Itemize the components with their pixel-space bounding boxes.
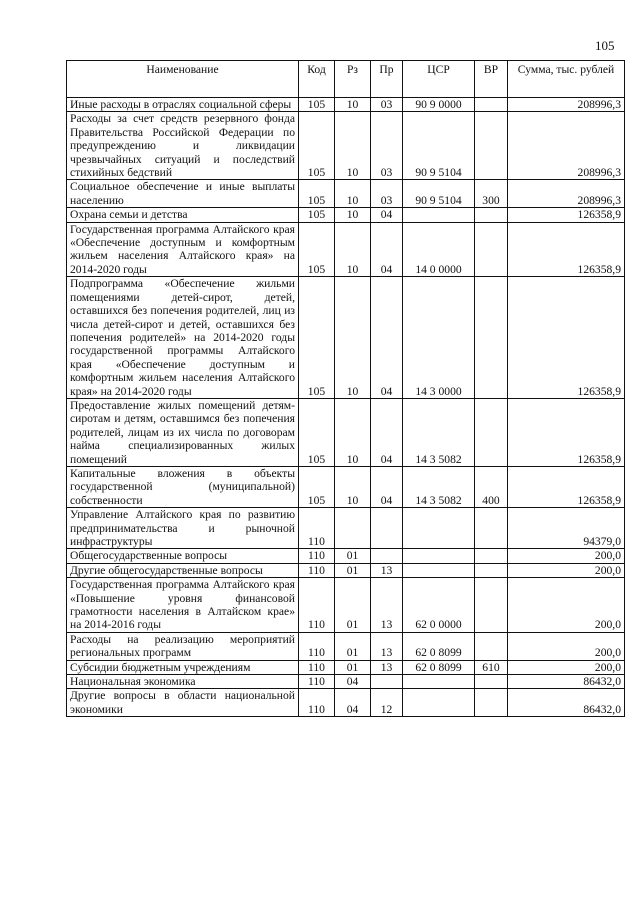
cell-csr: 14 0 0000 [403,222,475,277]
cell-rz: 01 [335,563,371,577]
cell-vr: 610 [475,660,508,674]
cell-rz: 01 [335,660,371,674]
cell-code: 110 [299,578,335,633]
header-vr: ВР [475,61,508,98]
cell-rz: 04 [335,689,371,717]
cell-pr: 04 [371,208,403,222]
cell-code: 105 [299,398,335,466]
cell-csr [403,549,475,563]
cell-csr: 14 3 5082 [403,398,475,466]
cell-pr: 13 [371,660,403,674]
cell-rz: 01 [335,549,371,563]
table-row [67,277,625,399]
cell-csr: 14 3 0000 [403,277,475,399]
cell-name: Государственная программа Алтайского края «Обеспечение доступным и комфортным жильем населения Алтайского края» на 2014-2020 годы [67,222,299,277]
cell-sum: 126358,9 [508,208,625,222]
table-row [67,180,625,208]
cell-sum: 86432,0 [508,675,625,689]
table-row [67,98,625,112]
cell-name: Управление Алтайского края по развитию предпринимательства и рыночной инфраструктуры [67,508,299,549]
cell-code: 110 [299,563,335,577]
cell-rz [335,508,371,549]
cell-name: Национальная экономика [67,675,299,689]
cell-pr: 04 [371,222,403,277]
cell-pr: 13 [371,578,403,633]
cell-pr: 03 [371,112,403,180]
cell-code: 105 [299,222,335,277]
cell-pr: 04 [371,277,403,399]
cell-vr [475,98,508,112]
cell-sum: 86432,0 [508,689,625,717]
cell-pr: 03 [371,180,403,208]
cell-rz: 10 [335,466,371,507]
cell-vr [475,222,508,277]
cell-rz: 10 [335,112,371,180]
table-row [67,112,625,180]
header-pr: Пр [371,61,403,98]
cell-vr [475,578,508,633]
cell-sum: 208996,3 [508,180,625,208]
cell-name: Подпрограмма «Обеспечение жильми помещениями детей-сирот, детей, оставшихся без попечения родителей, лиц из числа детей-сирот и детей, оставшихся без попечения родителей» на 2014-2020 годы государственной программы Алтайского края «Обеспечение доступным и комфортным жильем населения Алтайского края» на 2014-2020 годы [67,277,299,399]
table-row [67,208,625,222]
cell-sum: 200,0 [508,549,625,563]
cell-name: Охрана семьи и детства [67,208,299,222]
cell-name: Капитальные вложения в объекты государственной (муниципальной) собственности [67,466,299,507]
cell-code: 105 [299,112,335,180]
cell-rz: 10 [335,208,371,222]
table-row [67,549,625,563]
cell-sum: 126358,9 [508,222,625,277]
cell-pr: 12 [371,689,403,717]
table-row [67,660,625,674]
cell-vr [475,208,508,222]
cell-csr: 62 0 8099 [403,632,475,660]
cell-csr: 90 9 5104 [403,180,475,208]
cell-vr: 300 [475,180,508,208]
cell-csr [403,675,475,689]
cell-name: Предоставление жилых помещений детям-сиротам и детям, оставшимся без попечения родителей, лицам из их числа по договорам найма специализированных жилых помещений [67,398,299,466]
cell-csr: 90 9 5104 [403,112,475,180]
table-row [67,689,625,717]
cell-vr [475,277,508,399]
cell-sum: 208996,3 [508,98,625,112]
table-row [67,632,625,660]
cell-code: 105 [299,466,335,507]
cell-rz: 10 [335,98,371,112]
cell-rz: 04 [335,675,371,689]
cell-code: 105 [299,180,335,208]
cell-pr: 04 [371,466,403,507]
cell-name: Другие вопросы в области национальной экономики [67,689,299,717]
cell-name: Расходы за счет средств резервного фонда Правительства Российской Федерации по предупреждению и ликвидации чрезвычайных ситуаций и последствий стихийных бедствий [67,112,299,180]
cell-code: 105 [299,277,335,399]
cell-code: 105 [299,98,335,112]
cell-code: 110 [299,549,335,563]
table-row [67,466,625,507]
table-row [67,222,625,277]
cell-csr: 62 0 8099 [403,660,475,674]
cell-vr [475,398,508,466]
header-sum: Сумма, тыс. рублей [508,61,625,98]
header-rz: Рз [335,61,371,98]
cell-vr: 400 [475,466,508,507]
cell-vr [475,689,508,717]
cell-vr [475,675,508,689]
cell-rz: 10 [335,398,371,466]
table-row [67,398,625,466]
header-code: Код [299,61,335,98]
cell-sum: 208996,3 [508,112,625,180]
cell-sum: 200,0 [508,632,625,660]
table-row [67,578,625,633]
cell-vr [475,632,508,660]
cell-code: 110 [299,660,335,674]
cell-csr [403,563,475,577]
cell-csr: 90 9 0000 [403,98,475,112]
cell-sum: 94379,0 [508,508,625,549]
table-row [67,563,625,577]
cell-pr [371,508,403,549]
cell-rz: 10 [335,222,371,277]
cell-code: 105 [299,208,335,222]
cell-csr: 14 3 5082 [403,466,475,507]
cell-name: Другие общегосударственные вопросы [67,563,299,577]
cell-code: 110 [299,632,335,660]
header-name: Наименование [67,61,299,98]
cell-rz: 10 [335,277,371,399]
cell-name: Государственная программа Алтайского края «Повышение уровня финансовой грамотности населения в Алтайском крае» на 2014-2016 годы [67,578,299,633]
cell-vr [475,549,508,563]
header-csr: ЦСР [403,61,475,98]
cell-code: 110 [299,508,335,549]
cell-pr: 03 [371,98,403,112]
cell-csr [403,208,475,222]
cell-csr [403,508,475,549]
cell-vr [475,508,508,549]
cell-name: Субсидии бюджетным учреждениям [67,660,299,674]
cell-sum: 200,0 [508,563,625,577]
cell-sum: 200,0 [508,660,625,674]
page-number: 105 [595,38,615,53]
cell-sum: 126358,9 [508,466,625,507]
cell-pr: 04 [371,398,403,466]
cell-name: Расходы на реализацию мероприятий региональных программ [67,632,299,660]
cell-pr: 13 [371,632,403,660]
cell-rz: 01 [335,578,371,633]
cell-code: 110 [299,689,335,717]
cell-csr [403,689,475,717]
cell-vr [475,112,508,180]
cell-pr [371,675,403,689]
cell-csr: 62 0 0000 [403,578,475,633]
cell-vr [475,563,508,577]
cell-rz: 01 [335,632,371,660]
budget-table [66,60,625,717]
table-row [67,675,625,689]
cell-sum: 126358,9 [508,277,625,399]
cell-name: Иные расходы в отраслях социальной сферы [67,98,299,112]
header-row [67,61,625,98]
cell-pr [371,549,403,563]
cell-rz: 10 [335,180,371,208]
cell-sum: 200,0 [508,578,625,633]
cell-pr: 13 [371,563,403,577]
cell-code: 110 [299,675,335,689]
cell-name: Общегосударственные вопросы [67,549,299,563]
table-row [67,508,625,549]
cell-sum: 126358,9 [508,398,625,466]
cell-name: Социальное обеспечение и иные выплаты населению [67,180,299,208]
